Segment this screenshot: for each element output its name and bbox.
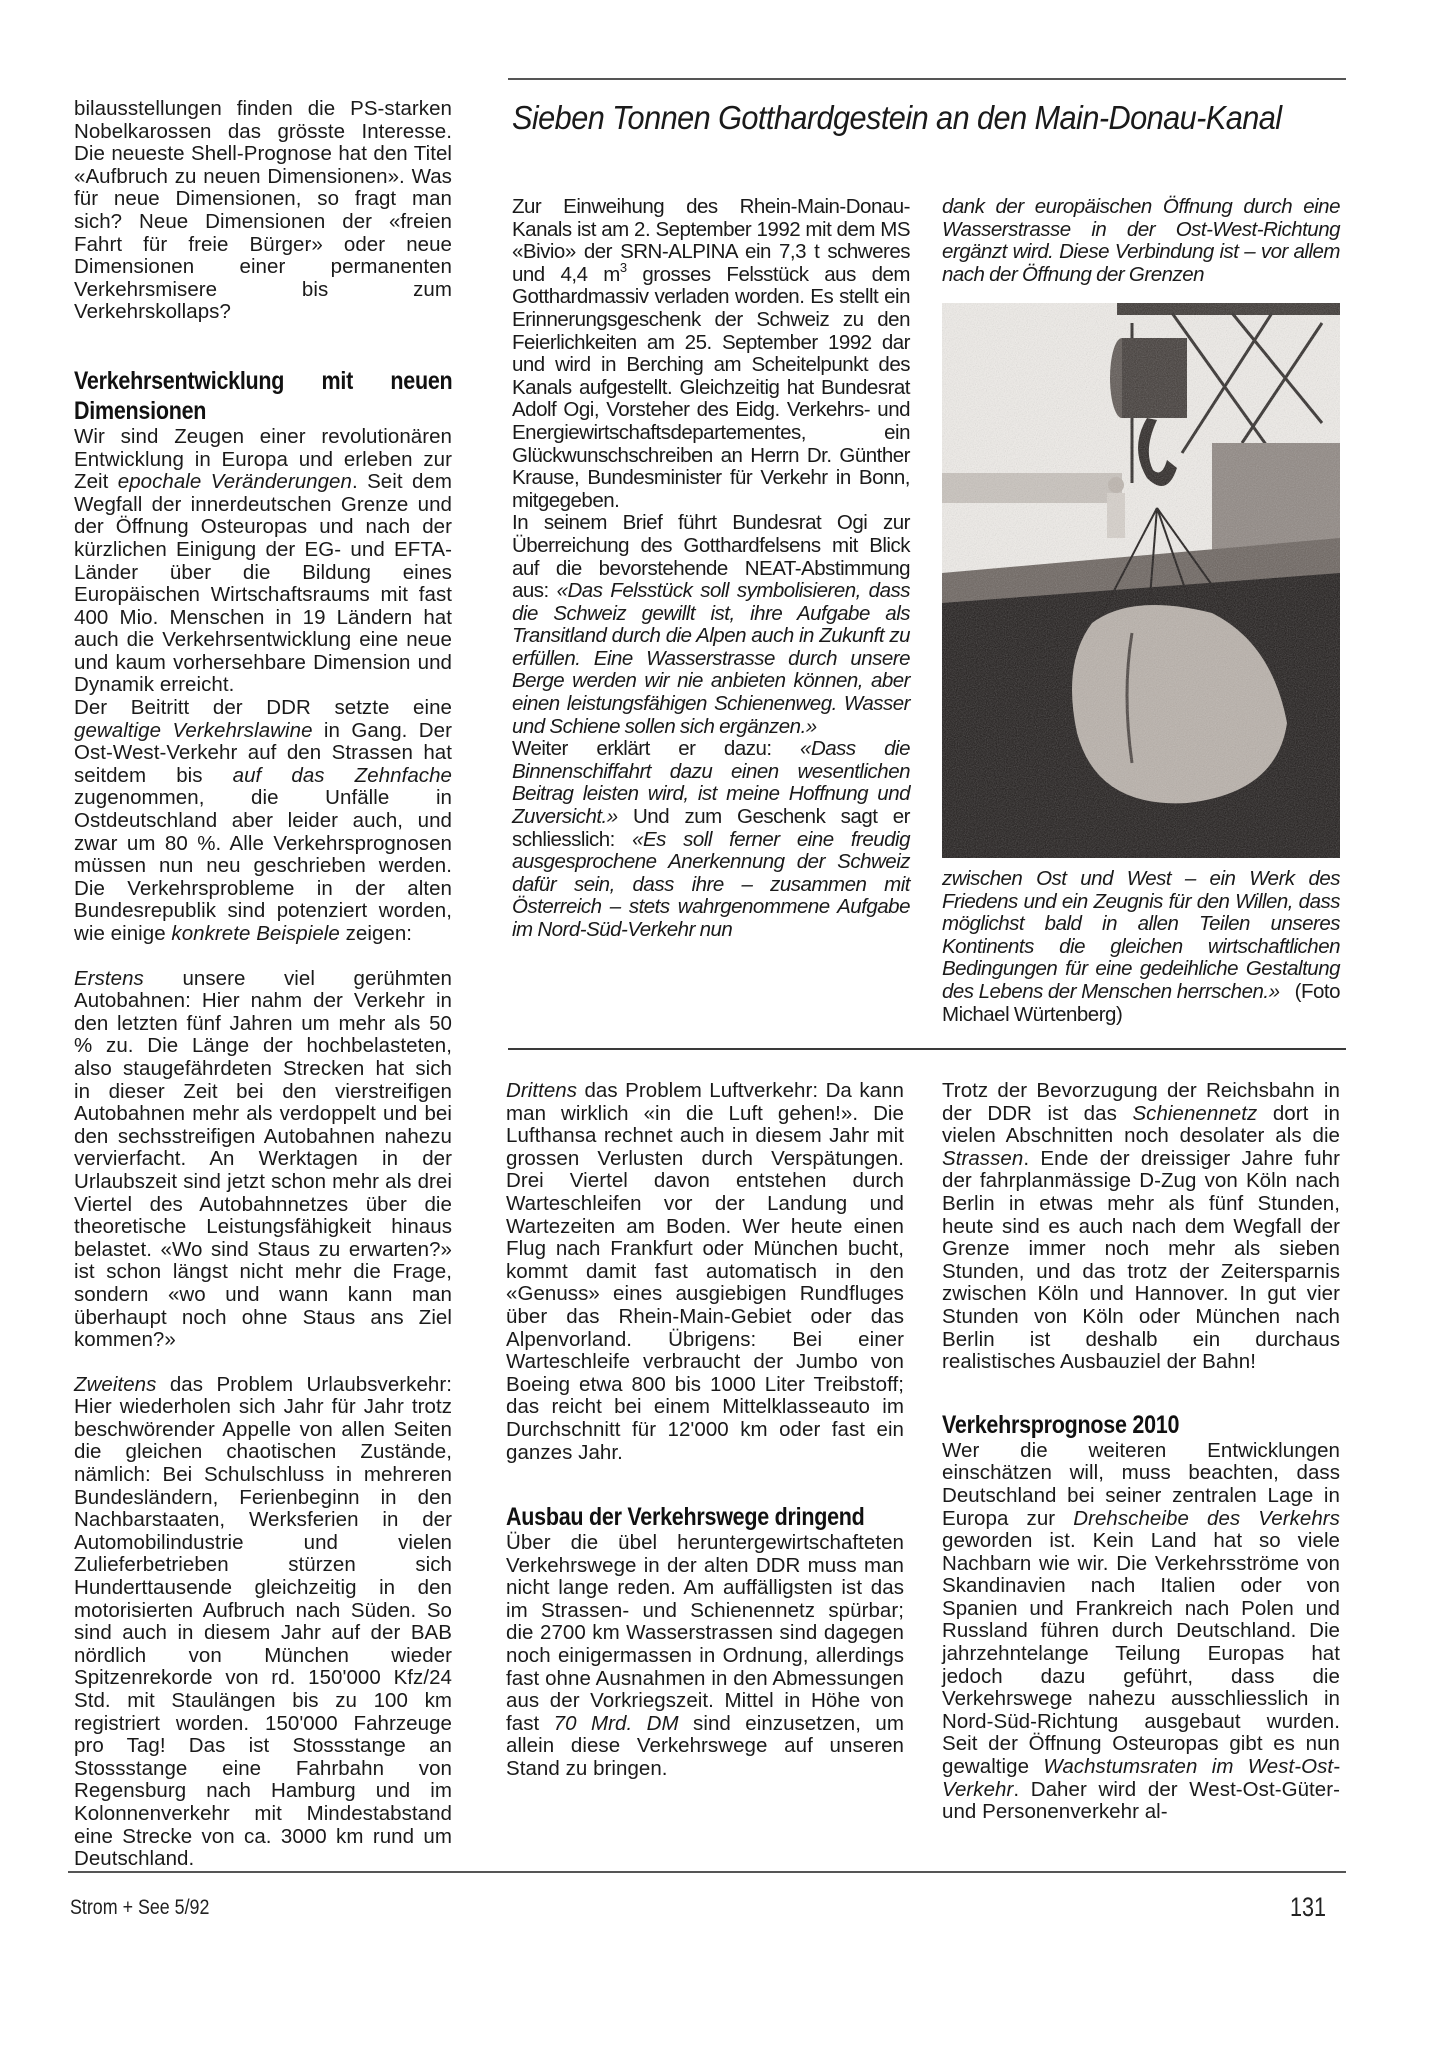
middle-column [506,1080,904,1781]
paragraph: Trotz der Bevorzugung der Reichsbahn in der DDR ist das Schienennetz dort in vielen Abschnitten noch desolater als die Strassen. Ende der dreissiger Jahre fuhr der fahrplanmässige D-Zug von Köln nach Berlin in etwas mehr als fünf Stunden, heute sind es auch nach dem Wegfall der Grenze immer noch mehr als sieben Stunden, und das trotz der Zeitersparnis zwischen Köln und Hannover. In gut vier Stunden von Köln oder München nach Berlin ist deshalb ein durchaus realistisches Ausbauziel der Bahn! [942,1079,1340,1374]
paragraph: Weiter erklärt er dazu: «Dass die Binnenschiffahrt dazu einen wesentlichen Beitrag leisten wird, ist meine Hoffnung und Zuversicht.» Und zum Geschenk sagt er schliesslich: «Es soll ferner eine freudig ausgesprochene Anerkennung der Schweiz dafür sein, dass ihre – zusammen mit Österreich – stets wahrgenommene Aufgabe im Nord-Süd-Verkehr nun [512,737,910,941]
section-heading-verkehrsentwicklung: Verkehrsentwicklung mit neuen Dimensionen [74,366,453,425]
paragraph: dank der europäischen Öffnung durch eine Wasserstrasse in der Ost-West-Richtung ergänzt wird. Diese Verbindung ist – vor allem nach der Öffnung der Grenzen [942,195,1340,286]
box-article-column-2-top [942,196,1340,286]
paragraph: In seinem Brief führt Bundesrat Ogi zur Überreichung des Gotthardfelsens mit Blick auf die bevorstehende NEAT-Abstimmung aus: «Das Felsstück soll symbolisieren, dass die Schweiz gewillt ist, ihre Aufgabe als Transitland durch die Alpen auch in Zukunft zu erfüllen. Eine Wasserstrasse durch unsere Berge werden wir nie anbieten können, aber einen leistungsfähigen Schienenweg. Wasser und Schiene sollen sich ergänzen.» [512,511,910,738]
box-article-column-1 [512,196,910,942]
paragraph-zweitens: Zweitens das Problem Urlaubsverkehr: Hier wiederholen sich Jahr für Jahr trotz beschwörender Appelle von allen Seiten die gleichen chaotischen Zustände, nämlich: Bei Schulschluss in mehreren Bundesländern, Ferienbeginn in den Nachbarstaaten, Werksferien in der Automobilindustrie und vielen Zulieferbetrieben stürzen sich Hunderttausende gleichzeitig in den motorisierten Aufbruch nach Süden. So sind auch in diesem Jahr auf der BAB nördlich von München wieder Spitzenrekorde von rd. 150'000 Kfz/24 Std. mit Staulängen bis zu 100 km registriert worden. 150'000 Fahrzeuge pro Tag! Das ist Stossstange an Stossstange eine Fahrbahn von Regensburg nach Hamburg und im Kolonnenverkehr mit Mindestabstand eine Strecke von ca. 3000 km rund um Deutschland. [74,1372,452,1871]
top-rule [508,78,1346,80]
photo-crane-rock [942,303,1340,858]
section-heading-ausbau: Ausbau der Verkehrswege dringend [506,1503,865,1532]
paragraph: Über die übel heruntergewirtschafteten Verkehrswege in der alten DDR muss man nicht lange reden. Am auffälligsten ist das im Strassen- und Schienennetz spürbar; die 2700 km Wasserstrassen sind dagegen noch einigermassen in Ordnung, allerdings fast ohne Ausnahmen in den Abmessungen aus der Vorkriegszeit. Mittel in Höhe von fast 70 Mrd. DM sind einzusetzen, um allein diese Verkehrswege auf unseren Stand zu bringen. [506,1531,904,1781]
section-heading-prognose: Verkehrsprognose 2010 [942,1410,1180,1439]
footer-rule [68,1871,1346,1873]
paragraph-drittens: Drittens das Problem Luftverkehr: Da kann man wirklich «in die Luft gehen!». Die Lufthansa rechnet auch in diesem Jahr mit grossen Verlusten durch Verspätungen. Drei Viertel davon entstehen durch Warteschleifen vor der Landung und Wartezeiten am Boden. Wer heute einen Flug nach Frankfurt oder München bucht, kommt damit fast automatisch in den «Genuss» eines ausgiebigen Rundfluges über das Rhein-Main-Gebiet oder das Alpenvorland. Übrigens: Bei einer Warteschleife verbraucht der Jumbo von Boeing etwa 800 bis 1000 Liter Treibstoff; das reicht bei einem Mittelklasseauto im Durchschnitt für 12'000 km oder fast ein ganzes Jahr. [506,1079,904,1464]
left-column [74,98,452,1871]
page-number: 131 [1290,1892,1327,1922]
paragraph: Wer die weiteren Entwicklungen einschätzen will, muss beachten, dass Deutschland bei seiner zentralen Lage in Europa zur Drehscheibe des Verkehrs geworden ist. Kein Land hat so viele Nachbarn wie wir. Die Verkehrsströme von Skandinavien nach Italien oder von Spanien und Frankreich nach Polen und Russland führen durch Deutschland. Die jahrzehntelange Teilung Europas hat jedoch dazu geführt, dass die Verkehrswege nahezu ausschliesslich in Nord-Süd-Richtung ausgebaut wurden. Seit der Öffnung Osteuropas gibt es nun gewaltige Wachstumsraten im West-Ost-Verkehr. Daher wird der West-Ost-Güter- und Personenverkehr al- [942,1438,1341,1824]
paragraph: Der Beitritt der DDR setzte eine gewaltige Verkehrslawine in Gang. Der Ost-West-Verkehr auf den Strassen hat seitdem bis auf das Zehnfache zugenommen, die Unfälle in Ostdeutschland aber leider auch, und zwar um 80 %. Alle Verkehrsprognosen müssen nun neu geschrieben werden. Die Verkehrsprobleme in der alten Bundesrepublik sind potenziert worden, wie einige konkrete Beispiele zeigen: [74,696,452,945]
photo-credit: (Foto Michael Würtenberg) [942,979,1340,1026]
publication-label: Strom + See 5/92 [70,1896,210,1919]
paragraph-erstens: Erstens unsere viel gerühmten Autobahnen: Hier nahm der Verkehr in den letzten fünf Jahren um mehr als 50 % zu. Die Länge der hochbelasteten, also staugefährdeten Strecken hat sich in dieser Zeit bei den vierstreifigen Autobahnen mehr als verdoppelt und bei den sechsstreifigen Autobahnen nahezu vervierfacht. An Werktagen in der Urlaubszeit sind jetzt schon mehr als drei Viertel des Autobahnnetzes über die theoretische Leistungsfähigkeit hinaus belastet. «Wo sind Staus zu erwarten?» ist schon längst nicht mehr die Frage, sondern «wo und wann kann man überhaupt noch ohne Staus ans Ziel kommen?» [74,966,452,1352]
paragraph: Zur Einweihung des Rhein-Main-Donau-Kanals ist am 2. September 1992 mit dem MS «Bivio» der SRN-ALPINA ein 7,3 t schweres und 4,4 $m^3$ grosses Felsstück aus dem Gotthardmassiv verladen worden. Es stellt ein Erinnerungsgeschenk der Schweiz zu den Feierlichkeiten am 25. September 1992 dar und wird in Berching am Scheitelpunkt des Kanals aufgestellt. Gleichzeitig hat Bundesrat Adolf Ogi, Vorsteher des Eidg. Verkehrs- und Energiewirtschaftsdepartementes, ein Glückwunschschreiben an Herrn Dr. Günther Krause, Bundesminister für Verkehr in Bonn, mitgegeben. [512,195,910,512]
paragraph: Wir sind Zeugen einer revolutionären Entwicklung in Europa und erleben zur Zeit epochale Veränderungen. Seit dem Wegfall der innerdeutschen Grenze und der Öffnung Osteuropas und nach der kürzlichen Einigung der EG- und EFTA-Länder über die Bildung eines Europäischen Wirtschaftsraums mit fast 400 Mio. Menschen in 19 Ländern hat auch die Verkehrsentwicklung eine neue und kaum vorhersehbare Dimension und Dynamik erreicht. [74,424,453,697]
paragraph: zwischen Ost und West – ein Werk des Friedens und ein Zeugnis für den Willen, dass möglichst bald in allen Teilen unseres Kontinents die gleichen wirtschaftlichen Bedingungen für eine gedeihliche Gestaltung des Lebens der Menschen herrschen.» (Foto Michael Würtenberg) [942,867,1340,1026]
box-article-column-2-bottom [942,868,1340,1026]
box-bottom-rule [508,1048,1346,1050]
box-article-title: Sieben Tonnen Gotthardgestein an den Main-Donau-Kanal [512,99,1282,136]
photo-image [942,303,1340,858]
intro-paragraph: bilausstellungen finden die PS-starken Nobelkarossen das grösste Interesse. Die neueste Shell-Prognose hat den Titel «Aufbruch zu neuen Dimensionen». Was für neue Dimensionen, so fragt man sich? Neue Dimensionen der «freien Fahrt für freie Bürger» oder neue Dimensionen einer permanenten Verkehrsmisere bis zum Verkehrskollaps? [74,97,452,324]
right-column [942,1080,1340,1824]
